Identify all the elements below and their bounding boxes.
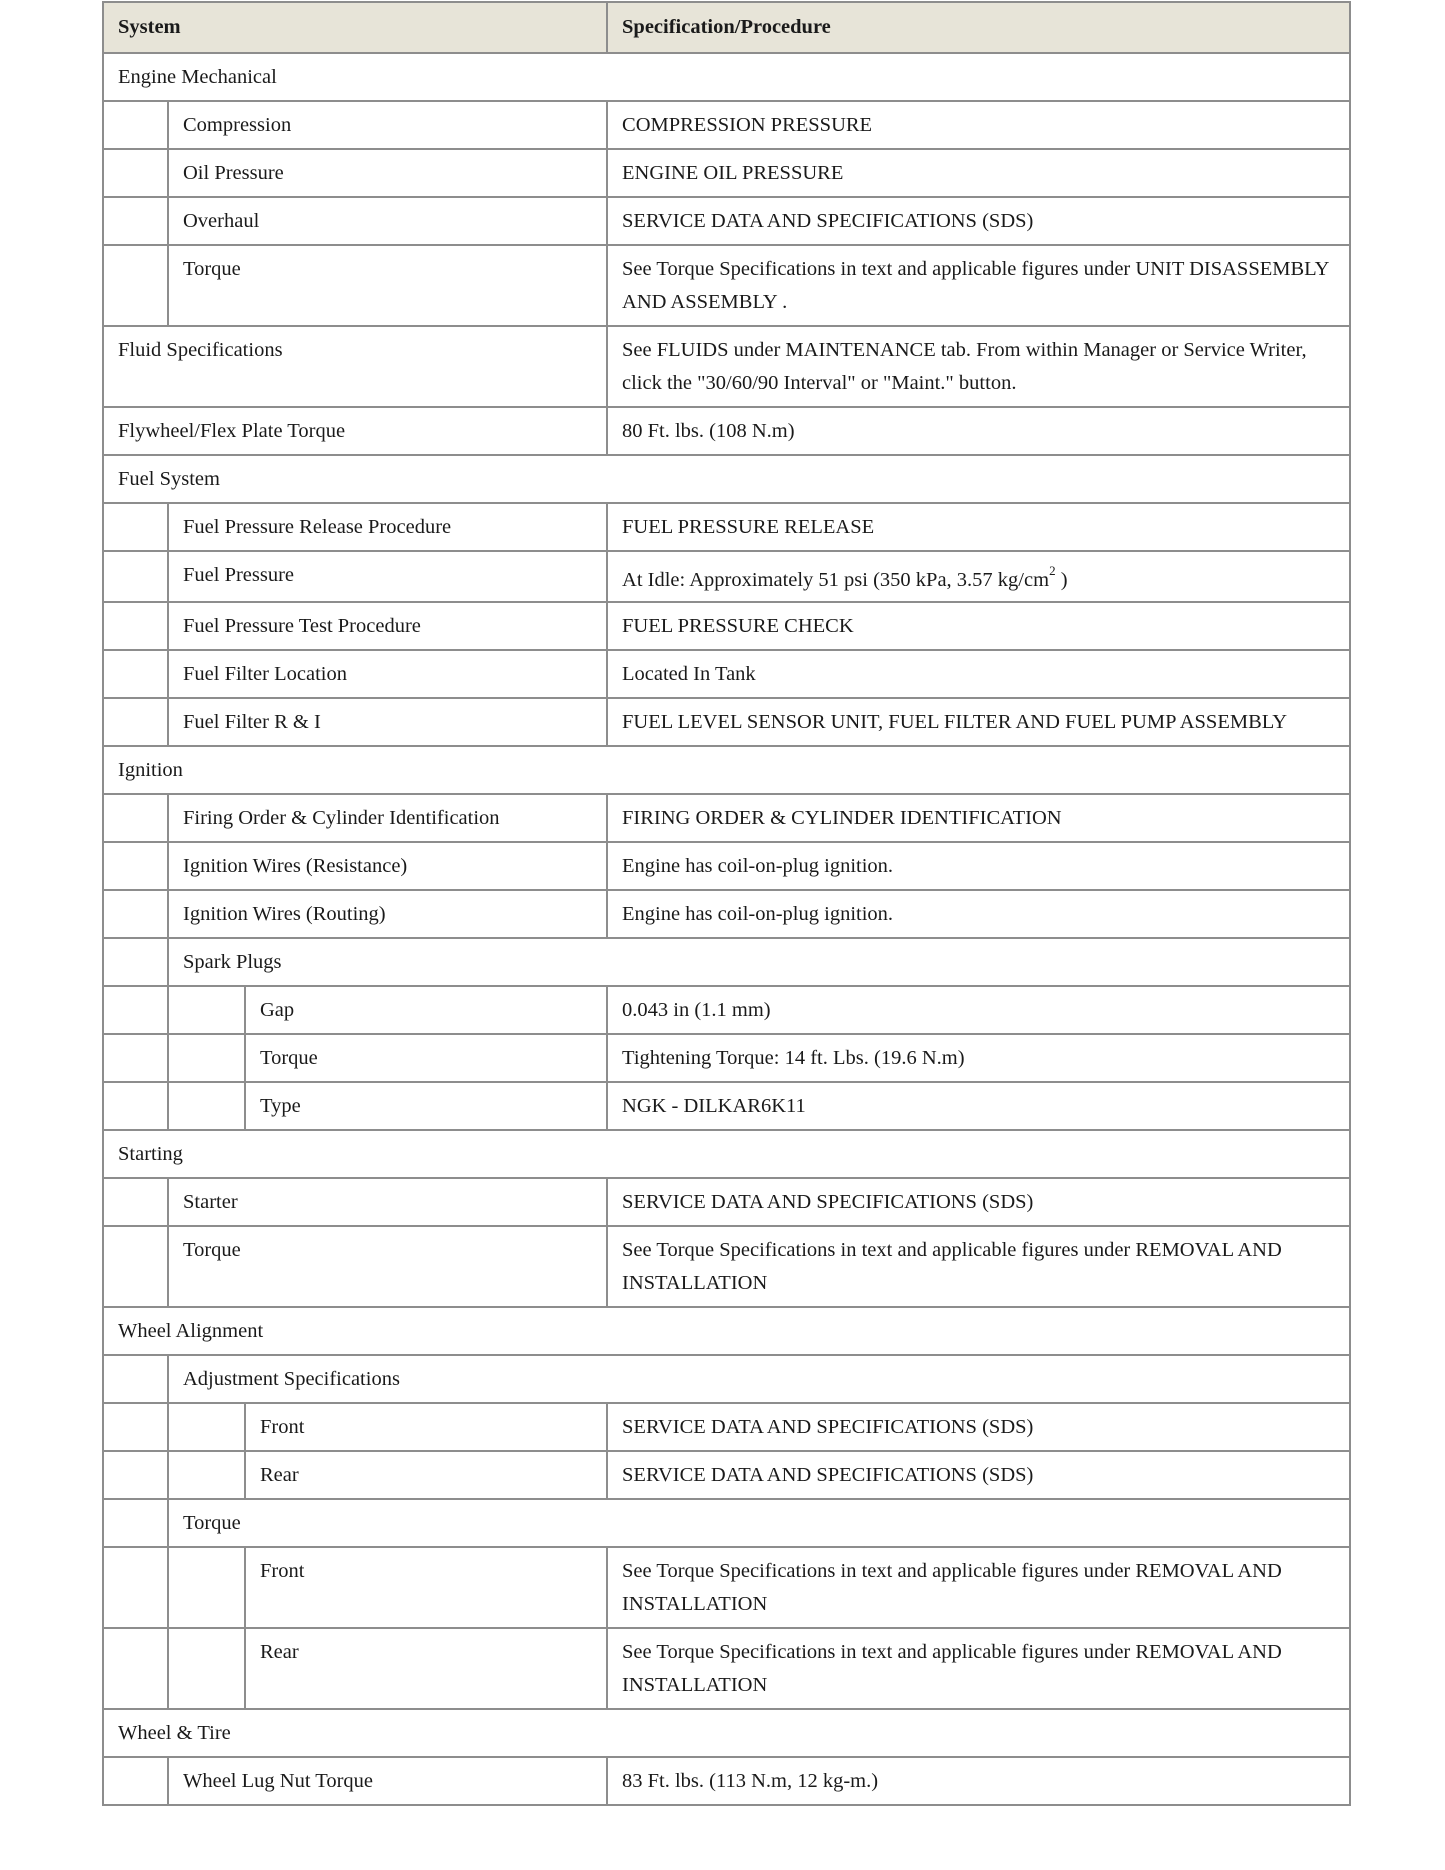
system-cell: Flywheel/Flex Plate Torque xyxy=(103,407,607,455)
table-row-adjustment-rear xyxy=(103,1451,1350,1499)
spec-cell: Located In Tank xyxy=(607,650,1350,698)
table-row-plug-gap xyxy=(103,986,1350,1034)
indent-cell xyxy=(103,1082,168,1130)
indent-cell xyxy=(103,1451,168,1499)
indent-cell xyxy=(103,1355,168,1403)
indent-cell xyxy=(103,794,168,842)
spec-cell: SERVICE DATA AND SPECIFICATIONS (SDS) xyxy=(607,1403,1350,1451)
system-cell: Torque xyxy=(168,245,607,326)
section-row-starting xyxy=(103,1130,1350,1178)
system-cell: Oil Pressure xyxy=(168,149,607,197)
indent-cell xyxy=(168,1451,245,1499)
system-cell: Fuel Filter R & I xyxy=(168,698,607,746)
indent-cell xyxy=(168,1628,245,1709)
table-row-engine-torque xyxy=(103,245,1350,326)
indent-cell xyxy=(103,245,168,326)
subsection-label: Torque xyxy=(168,1499,1350,1547)
table-row-fluid-specifications xyxy=(103,326,1350,407)
table-row-fuel-pressure xyxy=(103,551,1350,602)
table-header-row xyxy=(103,2,1350,53)
system-cell: Type xyxy=(245,1082,607,1130)
spec-cell: SERVICE DATA AND SPECIFICATIONS (SDS) xyxy=(607,1178,1350,1226)
spec-cell: Engine has coil-on-plug ignition. xyxy=(607,890,1350,938)
spec-cell: SERVICE DATA AND SPECIFICATIONS (SDS) xyxy=(607,197,1350,245)
section-label: Starting xyxy=(103,1130,1350,1178)
indent-cell xyxy=(103,197,168,245)
system-cell: Rear xyxy=(245,1451,607,1499)
spec-cell: ENGINE OIL PRESSURE xyxy=(607,149,1350,197)
section-label: Ignition xyxy=(103,746,1350,794)
system-cell: Front xyxy=(245,1547,607,1628)
table-row-oil-pressure xyxy=(103,149,1350,197)
system-column-header: System xyxy=(103,2,607,53)
indent-cell xyxy=(103,698,168,746)
subsection-row-adjustment-specifications xyxy=(103,1355,1350,1403)
table-row-plug-type xyxy=(103,1082,1350,1130)
indent-cell xyxy=(103,1628,168,1709)
section-row-wheel-tire xyxy=(103,1709,1350,1757)
system-cell: Wheel Lug Nut Torque xyxy=(168,1757,607,1805)
section-label: Fuel System xyxy=(103,455,1350,503)
indent-cell xyxy=(103,602,168,650)
system-cell: Fuel Pressure Release Procedure xyxy=(168,503,607,551)
spec-cell: See Torque Specifications in text and applicable figures under REMOVAL AND INSTALLATION xyxy=(607,1547,1350,1628)
spec-cell: COMPRESSION PRESSURE xyxy=(607,101,1350,149)
system-cell: Fluid Specifications xyxy=(103,326,607,407)
system-cell: Firing Order & Cylinder Identification xyxy=(168,794,607,842)
table-row-flywheel xyxy=(103,407,1350,455)
table-row-torque-rear xyxy=(103,1628,1350,1709)
table-row-torque-front xyxy=(103,1547,1350,1628)
indent-cell xyxy=(103,650,168,698)
spec-cell: See Torque Specifications in text and applicable figures under REMOVAL AND INSTALLATION xyxy=(607,1628,1350,1709)
system-cell: Rear xyxy=(245,1628,607,1709)
spec-cell: 80 Ft. lbs. (108 N.m) xyxy=(607,407,1350,455)
section-row-ignition xyxy=(103,746,1350,794)
table-row-plug-torque xyxy=(103,1034,1350,1082)
section-label: Wheel Alignment xyxy=(103,1307,1350,1355)
spec-cell: Engine has coil-on-plug ignition. xyxy=(607,842,1350,890)
table-row-starter xyxy=(103,1178,1350,1226)
spec-text-tail: ) xyxy=(1055,569,1068,591)
spec-cell: FIRING ORDER & CYLINDER IDENTIFICATION xyxy=(607,794,1350,842)
indent-cell xyxy=(103,1226,168,1307)
system-cell: Gap xyxy=(245,986,607,1034)
spec-cell: SERVICE DATA AND SPECIFICATIONS (SDS) xyxy=(607,1451,1350,1499)
indent-cell xyxy=(103,842,168,890)
spec-cell xyxy=(607,551,1350,602)
indent-cell xyxy=(103,890,168,938)
table-row-fuel-pressure-release xyxy=(103,503,1350,551)
indent-cell xyxy=(168,1082,245,1130)
spec-cell: 83 Ft. lbs. (113 N.m, 12 kg-m.) xyxy=(607,1757,1350,1805)
spec-cell: FUEL PRESSURE RELEASE xyxy=(607,503,1350,551)
indent-cell xyxy=(103,101,168,149)
indent-cell xyxy=(103,986,168,1034)
indent-cell xyxy=(103,1178,168,1226)
system-cell: Fuel Pressure xyxy=(168,551,607,602)
spec-text: At Idle: Approximately 51 psi (350 kPa, 3.57 kg/cm xyxy=(622,569,1050,591)
subsection-row-spark-plugs xyxy=(103,938,1350,986)
superscript: 2 xyxy=(1049,563,1056,579)
subsection-label: Spark Plugs xyxy=(168,938,1350,986)
table-row-wires-resistance xyxy=(103,842,1350,890)
indent-cell xyxy=(103,1403,168,1451)
indent-cell xyxy=(103,1034,168,1082)
table-row-fuel-pressure-test xyxy=(103,602,1350,650)
indent-cell xyxy=(168,986,245,1034)
indent-cell xyxy=(103,938,168,986)
table-row-adjustment-front xyxy=(103,1403,1350,1451)
spec-column-header: Specification/Procedure xyxy=(607,2,1350,53)
spec-cell: FUEL LEVEL SENSOR UNIT, FUEL FILTER AND FUEL PUMP ASSEMBLY xyxy=(607,698,1350,746)
table-row-firing-order xyxy=(103,794,1350,842)
table-row-compression xyxy=(103,101,1350,149)
system-cell: Overhaul xyxy=(168,197,607,245)
spec-cell: See FLUIDS under MAINTENANCE tab. From within Manager or Service Writer, click the "30/60/90 Interval" or "Maint." button. xyxy=(607,326,1350,407)
spec-cell: See Torque Specifications in text and applicable figures under REMOVAL AND INSTALLATION xyxy=(607,1226,1350,1307)
table-row-lug-nut xyxy=(103,1757,1350,1805)
system-cell: Fuel Pressure Test Procedure xyxy=(168,602,607,650)
specifications-table xyxy=(102,1,1351,1806)
spec-cell: NGK - DILKAR6K11 xyxy=(607,1082,1350,1130)
indent-cell xyxy=(168,1034,245,1082)
table-row-wires-routing xyxy=(103,890,1350,938)
system-cell: Torque xyxy=(168,1226,607,1307)
spec-cell: FUEL PRESSURE CHECK xyxy=(607,602,1350,650)
section-row-wheel-alignment xyxy=(103,1307,1350,1355)
subsection-label: Adjustment Specifications xyxy=(168,1355,1350,1403)
indent-cell xyxy=(103,1499,168,1547)
indent-cell xyxy=(103,503,168,551)
indent-cell xyxy=(103,149,168,197)
system-cell: Compression xyxy=(168,101,607,149)
indent-cell xyxy=(103,551,168,602)
section-label: Wheel & Tire xyxy=(103,1709,1350,1757)
indent-cell xyxy=(103,1757,168,1805)
system-cell: Fuel Filter Location xyxy=(168,650,607,698)
system-cell: Ignition Wires (Resistance) xyxy=(168,842,607,890)
spec-cell: 0.043 in (1.1 mm) xyxy=(607,986,1350,1034)
table-row-overhaul xyxy=(103,197,1350,245)
indent-cell xyxy=(168,1547,245,1628)
section-row-engine-mechanical xyxy=(103,53,1350,101)
table-row-fuel-filter-location xyxy=(103,650,1350,698)
spec-cell: Tightening Torque: 14 ft. Lbs. (19.6 N.m) xyxy=(607,1034,1350,1082)
table-row-starting-torque xyxy=(103,1226,1350,1307)
indent-cell xyxy=(103,1547,168,1628)
indent-cell xyxy=(168,1403,245,1451)
spec-cell: See Torque Specifications in text and applicable figures under UNIT DISASSEMBLY AND ASSEMBLY . xyxy=(607,245,1350,326)
subsection-row-alignment-torque xyxy=(103,1499,1350,1547)
system-cell: Ignition Wires (Routing) xyxy=(168,890,607,938)
table-row-fuel-filter-ri xyxy=(103,698,1350,746)
section-row-fuel-system xyxy=(103,455,1350,503)
system-cell: Torque xyxy=(245,1034,607,1082)
system-cell: Starter xyxy=(168,1178,607,1226)
system-cell: Front xyxy=(245,1403,607,1451)
section-label: Engine Mechanical xyxy=(103,53,1350,101)
